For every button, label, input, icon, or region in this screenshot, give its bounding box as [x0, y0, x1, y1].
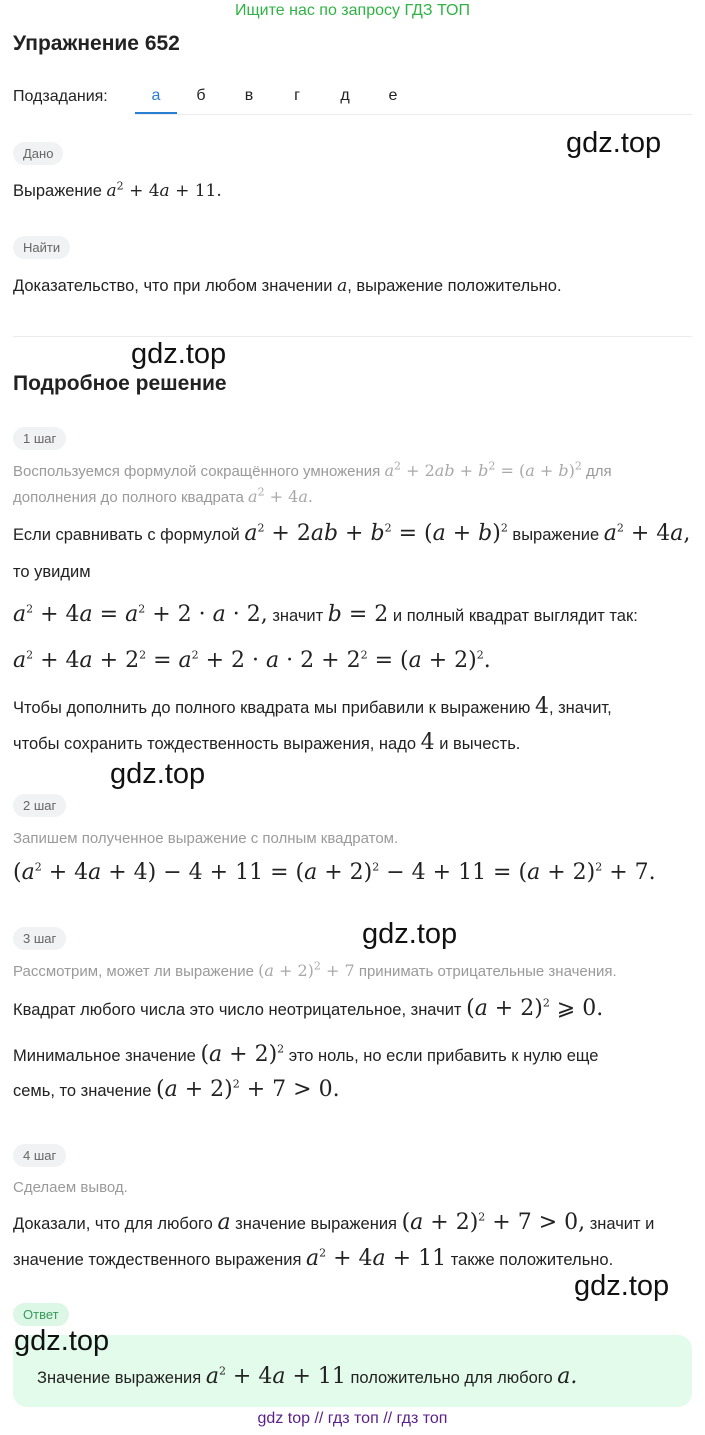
subtasks-label: Подзадания: — [13, 88, 108, 105]
section-divider — [13, 336, 692, 337]
answer-text: Значение выражения $a^2 + 4a + 11$ положительно для любого a. — [37, 1364, 578, 1389]
find-badge: Найти — [13, 236, 70, 259]
watermark: gdz.top — [110, 758, 206, 790]
tabs-divider — [135, 114, 692, 115]
step1-hint-line2: дополнения до полного квадрата $a^2 + 4a$. — [13, 485, 313, 506]
watermark: gdz.top — [14, 1325, 110, 1357]
step1-line6: чтобы сохранить тождественность выражения, надо 4 и вычесть. — [13, 730, 521, 755]
step2-hint: Запишем полученное выражение с полным квадратом. — [13, 830, 399, 847]
step1-hint-line1: Воспользуемся формулой сокращённого умножения $a^2 + 2ab + b^2 = (a + b)^2$ для — [13, 459, 612, 480]
solution-heading: Подробное решение — [13, 372, 227, 395]
step3-hint: Рассмотрим, может ли выражение $(a + 2)^2 + 7$ принимать отрицательные значения. — [13, 959, 617, 980]
step1-line2: то увидим — [13, 563, 91, 581]
step3-badge: 3 шаг — [13, 927, 66, 950]
step1-line4: $a^2 + 4a + 2^2 = a^2 + 2 \cdot a \cdot 2 + 2^2 = (a + 2)^2$. — [13, 648, 491, 673]
step1-line1: Если сравнивать с формулой $a^2 + 2ab + b^2 = (a + b)^2$ выражение $a^2 + 4a$, — [13, 521, 691, 546]
search-hint-link[interactable]: Ищите нас по запросу ГДЗ ТОП — [235, 2, 470, 19]
step1-badge: 1 шаг — [13, 427, 66, 450]
given-text: Выражение $a^2 + 4a + 11$. — [13, 179, 222, 201]
find-text: Доказательство, что при любом значении a, выражение положительно. — [13, 276, 562, 296]
tab-d[interactable]: д — [340, 87, 350, 104]
footer-links[interactable]: gdz top // гдз топ // гдз топ — [257, 1410, 448, 1427]
step3-line1: Квадрат любого числа это число неотрицательное, значит $(a + 2)^2$ ⩾ 0. — [13, 996, 604, 1021]
step3-line3: семь, то значение $(a + 2)^2 + 7 > 0$. — [13, 1077, 340, 1102]
step4-badge: 4 шаг — [13, 1144, 66, 1167]
step4-line2: значение тождественного выражения $a^2 + 4a + 11$ также положительно. — [13, 1246, 614, 1271]
tab-b[interactable]: б — [196, 87, 206, 104]
tab-e[interactable]: е — [388, 87, 398, 104]
step2-badge: 2 шаг — [13, 794, 66, 817]
tab-g[interactable]: г — [294, 87, 300, 104]
step4-hint: Сделаем вывод. — [13, 1179, 128, 1196]
watermark: gdz.top — [362, 918, 458, 950]
watermark: gdz.top — [131, 338, 227, 370]
answer-badge: Ответ — [13, 1303, 69, 1326]
page-title: Упражнение 652 — [13, 32, 180, 55]
step3-line2: Минимальное значение $(a + 2)^2$ это ноль, но если прибавить к нулю еще — [13, 1042, 599, 1067]
watermark: gdz.top — [574, 1270, 670, 1302]
step2-formula: $(a^2 + 4a + 4) - 4 + 11 = (a + 2)^2 - 4 + 11 = (a + 2)^2 + 7$. — [13, 860, 656, 885]
watermark: gdz.top — [566, 127, 662, 159]
tab-v[interactable]: в — [244, 87, 254, 104]
step1-line3: $a^2 + 4a = a^2 + 2 \cdot a \cdot 2$, значит b = 2 и полный квадрат выглядит так: — [13, 602, 638, 627]
tab-a[interactable]: а — [135, 80, 177, 114]
given-badge: Дано — [13, 142, 63, 165]
step4-line1: Доказали, что для любого a значение выражения $(a + 2)^2 + 7 > 0$, значит и — [13, 1210, 655, 1235]
step1-line5: Чтобы дополнить до полного квадрата мы прибавили к выражению 4, значит, — [13, 694, 612, 719]
subtask-tabs — [135, 80, 417, 114]
